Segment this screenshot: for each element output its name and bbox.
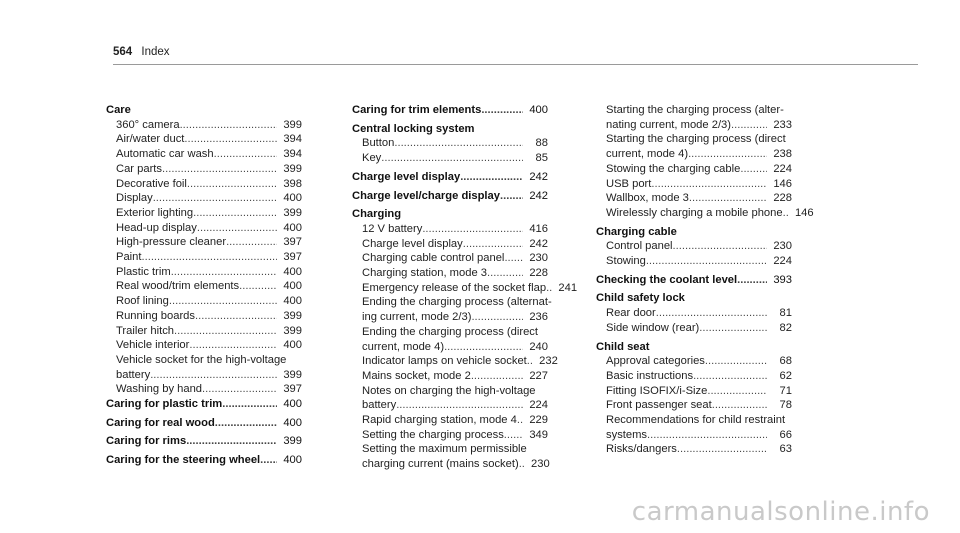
index-entry-ending-alt [352, 295, 552, 324]
index-entry [596, 239, 792, 254]
page-ref[interactable]: 66 [779, 428, 792, 441]
leader-dots [153, 191, 277, 206]
entry-label: Mains socket, mode 2 [362, 369, 471, 382]
index-column-2 [352, 103, 578, 472]
page-ref[interactable]: 399 [283, 324, 302, 337]
page-ref[interactable]: 68 [779, 355, 792, 368]
page-ref[interactable]: 394 [283, 133, 302, 146]
leader-dots [195, 309, 277, 324]
index-entry [596, 254, 792, 269]
entry-label-line1: Ending the charging process (alternat- [362, 296, 552, 309]
index-entry-vehicle-socket [106, 353, 302, 382]
index-entry [106, 279, 302, 294]
entry-label: Key [362, 152, 382, 165]
page-ref[interactable]: 242 [529, 189, 548, 202]
entry-label-line2: current, mode 4) [606, 148, 689, 161]
page-ref[interactable]: 224 [529, 399, 548, 412]
entry-label: Exterior lighting [116, 206, 194, 219]
entry-label: Wallbox, mode 3 [606, 192, 689, 205]
index-heading-charging: Charging [352, 208, 402, 221]
locking-list [352, 136, 548, 165]
index-column-3 [596, 103, 814, 457]
index-heading [106, 416, 302, 431]
entry-label: Vehicle interior [116, 339, 190, 352]
index-heading-care: Care [106, 104, 131, 116]
index-heading [106, 397, 302, 412]
entry-label: Washing by hand [116, 383, 203, 396]
page-ref[interactable]: 416 [529, 222, 548, 235]
index-entry [352, 136, 548, 151]
entry-label-line1: Starting the charging process (alter- [606, 104, 784, 116]
page-ref[interactable]: 398 [283, 177, 302, 190]
page-header [113, 46, 170, 58]
leader-dots [651, 177, 767, 192]
entry-label: Plastic trim [116, 265, 171, 278]
index-entry-notes [352, 384, 548, 413]
entry-label-line1: Recommendations for child restraint [606, 414, 786, 427]
heading-label: Caring for the steering wheel [106, 454, 261, 467]
page-ref[interactable]: 230 [773, 240, 792, 253]
leader-dots [422, 222, 523, 237]
index-entry [596, 177, 792, 192]
page-ref[interactable]: 224 [773, 162, 792, 175]
entry-label: Fitting ISOFIX/i-Size [606, 384, 708, 397]
page-ref[interactable]: 85 [535, 152, 548, 165]
header-divider [113, 64, 918, 65]
index-entry-risks [596, 442, 792, 457]
page-ref[interactable]: 146 [773, 177, 792, 190]
index-entry [352, 369, 548, 384]
entry-label-line2: ing current, mode 2/3) [362, 311, 472, 324]
page-ref[interactable]: 400 [283, 192, 302, 205]
entry-label-line2: charging current (mains socket) [362, 458, 519, 471]
index-entry [352, 354, 558, 369]
entry-label: Indicator lamps on vehicle socket [362, 355, 527, 368]
index-entry-max-current [352, 442, 548, 471]
index-entry [106, 324, 302, 339]
leader-dots [142, 250, 278, 265]
leader-dots [239, 279, 277, 294]
leader-dots [693, 369, 767, 384]
page-ref[interactable]: 400 [283, 295, 302, 308]
entry-label-line1: Setting the maximum permissible [362, 443, 527, 456]
page-ref[interactable]: 394 [283, 148, 302, 161]
index-entry [106, 132, 302, 147]
leader-dots [500, 189, 523, 204]
page-ref[interactable]: 232 [539, 355, 558, 368]
entry-label: Button [362, 137, 395, 150]
page-ref[interactable]: 399 [283, 368, 302, 381]
index-entry [596, 321, 792, 336]
section-title: Index [141, 46, 170, 58]
entry-label: Wirelessly charging a mobile phone [606, 206, 783, 219]
page-ref[interactable]: 241 [558, 281, 578, 294]
leader-dots [688, 147, 767, 162]
index-entry [106, 250, 302, 265]
index-entry [352, 413, 548, 428]
leader-dots [193, 206, 277, 221]
page-ref[interactable]: 397 [283, 251, 302, 264]
page-ref[interactable]: 230 [531, 458, 550, 471]
entry-label: Approval categories [606, 355, 705, 368]
index-entry [352, 281, 578, 296]
entry-label: Basic instructions [606, 369, 694, 382]
index-entry [106, 338, 302, 353]
index-entry [106, 162, 302, 177]
entry-label: High-pressure cleaner [116, 236, 227, 249]
entry-label: Paint [116, 251, 142, 264]
index-heading-charge-level-display [352, 189, 548, 204]
leader-dots [712, 398, 767, 413]
entry-label: Risks/dangers [606, 443, 677, 456]
entry-label: Side window (rear) [606, 321, 700, 334]
index-entry-start-alt [596, 103, 792, 132]
leader-dots [707, 384, 767, 399]
index-entry [106, 206, 302, 221]
entry-label-line2: systems [606, 428, 648, 441]
page-ref[interactable]: 400 [283, 221, 302, 234]
leader-dots [647, 428, 767, 443]
entry-label: Decorative foil [116, 177, 187, 190]
leader-dots [656, 306, 767, 321]
leader-dots [186, 434, 277, 449]
index-entry-start-direct [596, 132, 792, 161]
index-heading-coolant [596, 273, 792, 288]
leader-dots [187, 177, 277, 192]
charging-list-b [352, 354, 558, 383]
index-entry [106, 294, 302, 309]
leader-dots [504, 251, 523, 266]
index-entry [596, 384, 792, 399]
cable-list [596, 239, 792, 268]
page-ref[interactable]: 400 [529, 104, 548, 116]
leader-dots [226, 235, 277, 250]
entry-label: Trailer hitch [116, 324, 175, 337]
entry-label-line2: battery [362, 399, 397, 412]
entry-label: Roof lining [116, 295, 169, 308]
leader-dots [699, 321, 767, 336]
leader-dots [189, 338, 277, 353]
page-ref[interactable]: 63 [779, 443, 792, 456]
entry-label-line2: nating current, mode 2/3) [606, 118, 731, 131]
entry-label: Rear door [606, 307, 656, 320]
page-ref[interactable]: 62 [779, 369, 792, 382]
index-entry-washing [106, 382, 302, 397]
entry-label: Setting the charging process [362, 428, 504, 441]
entry-label-line1: Starting the charging process (direct [606, 133, 786, 146]
index-entry [352, 428, 548, 443]
entry-label: USB port [606, 177, 652, 190]
entry-label: Automatic car wash [116, 148, 214, 161]
leader-dots [381, 151, 523, 166]
page-ref[interactable]: 397 [283, 236, 302, 249]
leader-dots [180, 118, 277, 133]
leader-dots [184, 132, 277, 147]
index-entry [106, 309, 302, 324]
index-entry-ending-direct [352, 325, 548, 354]
leader-dots [737, 273, 767, 288]
leader-dots [504, 428, 523, 443]
leader-dots [731, 118, 767, 133]
index-column-1 [106, 103, 302, 468]
leader-dots [394, 136, 523, 151]
leader-dots [740, 162, 767, 177]
entry-label: Emergency release of the socket flap [362, 281, 547, 294]
leader-dots [222, 397, 277, 412]
page-ref[interactable]: 400 [283, 280, 302, 293]
page-ref[interactable]: 399 [283, 206, 302, 219]
seat-list [596, 354, 792, 413]
page-ref[interactable]: 229 [529, 414, 548, 427]
page-ref[interactable]: 242 [529, 237, 548, 250]
page-ref[interactable]: 400 [283, 416, 302, 429]
index-entry [106, 265, 302, 280]
entry-label: Charging station, mode 3 [362, 267, 488, 280]
index-entry [596, 306, 792, 321]
leader-dots [481, 103, 523, 118]
leader-dots [396, 398, 523, 413]
leader-dots [150, 368, 277, 383]
heading-label: Caring for trim elements [352, 104, 482, 116]
leader-dots [215, 416, 277, 431]
entry-label: Head-up display [116, 221, 197, 234]
index-entry [352, 251, 548, 266]
leader-dots [689, 191, 767, 206]
leader-dots [162, 162, 277, 177]
leader-dots [260, 453, 277, 468]
leader-dots [214, 147, 277, 162]
charging-list-d [596, 162, 814, 221]
entry-label: Real wood/trim elements [116, 280, 240, 293]
entry-label: Rapid charging station, mode 4 [362, 414, 517, 427]
entry-label-line2: current, mode 4) [362, 340, 445, 353]
index-entry [352, 151, 548, 166]
entry-label: Display [116, 192, 153, 205]
index-entry [106, 221, 302, 236]
index-heading-child-lock: Child safety lock [596, 292, 685, 305]
leader-dots [171, 265, 277, 280]
index-entry-recommendations [596, 413, 792, 442]
page-ref[interactable]: 349 [529, 428, 548, 441]
index-entry [596, 191, 792, 206]
page-ref[interactable]: 393 [773, 273, 792, 286]
page-ref[interactable]: 71 [779, 384, 792, 397]
leader-dots [460, 170, 523, 185]
page-ref[interactable]: 400 [283, 265, 302, 278]
index-heading-charging-cable: Charging cable [596, 225, 677, 238]
index-entry [352, 222, 548, 237]
index-entry [596, 206, 814, 221]
leader-dots [487, 266, 523, 281]
index-heading-charge-level [352, 170, 548, 185]
heading-label: Charge level display [352, 170, 461, 183]
index-entry [106, 118, 302, 133]
page-ref[interactable]: 400 [283, 454, 302, 467]
leader-dots [471, 369, 523, 384]
entry-label: Running boards [116, 309, 195, 322]
entry-label: Control panel [606, 240, 673, 253]
index-heading-trim [352, 103, 548, 118]
page-ref[interactable]: 236 [529, 311, 548, 324]
page-ref[interactable]: 240 [529, 340, 548, 353]
index-heading [106, 434, 302, 449]
leader-dots [646, 254, 767, 269]
leader-dots [673, 239, 767, 254]
heading-label: Caring for rims [106, 435, 187, 448]
entry-label: Stowing the charging cable [606, 162, 741, 175]
heading-label: Caring for plastic trim [106, 398, 223, 411]
page-ref[interactable]: 242 [529, 170, 548, 183]
page-ref[interactable]: 399 [283, 435, 302, 448]
leader-dots [169, 294, 277, 309]
page-ref[interactable]: 230 [529, 252, 548, 265]
page-ref[interactable]: 399 [283, 118, 302, 131]
heading-label: Caring for real wood [106, 416, 215, 429]
page-ref[interactable]: 399 [283, 309, 302, 322]
page-ref[interactable]: 233 [773, 118, 792, 131]
index-entry [596, 162, 792, 177]
index-entry [596, 369, 792, 384]
entry-label: Air/water duct [116, 133, 185, 146]
caring-headings [106, 397, 302, 468]
index-entry [596, 354, 792, 369]
index-heading-child-seat: Child seat [596, 340, 650, 353]
index-entry [106, 147, 302, 162]
page-ref[interactable]: 82 [779, 321, 792, 334]
index-heading [106, 453, 302, 468]
page-ref[interactable]: 224 [773, 255, 792, 268]
leader-dots [471, 310, 523, 325]
page-number: 564 [113, 46, 133, 58]
entry-label: Front passenger seat [606, 399, 712, 412]
page-ref[interactable]: 397 [283, 383, 302, 396]
leader-dots [202, 382, 277, 397]
charging-list-c [352, 413, 548, 442]
index-entry [106, 235, 302, 250]
page-ref[interactable]: 88 [535, 137, 548, 150]
index-entry [106, 177, 302, 192]
page-ref[interactable]: 238 [773, 148, 792, 161]
index-entry [352, 237, 548, 252]
leader-dots [174, 324, 277, 339]
entry-label: Car parts [116, 162, 163, 175]
page-ref[interactable]: 400 [283, 398, 302, 411]
leader-dots [677, 442, 767, 457]
entry-label: 12 V battery [362, 222, 423, 235]
leader-dots [444, 340, 523, 355]
heading-label: Charge level/charge display [352, 189, 500, 202]
entry-label-line1: Vehicle socket for the high-voltage [116, 353, 287, 366]
leader-dots [197, 221, 277, 236]
leader-dots [463, 237, 523, 252]
index-heading-locking: Central locking system [352, 122, 475, 135]
entry-label: Stowing [606, 255, 646, 268]
watermark-text: carmanualsonline.info [631, 497, 930, 527]
index-entry [106, 191, 302, 206]
entry-label: 360° camera [116, 118, 180, 131]
page-ref[interactable]: 399 [283, 162, 302, 175]
page-ref[interactable]: 400 [283, 339, 302, 352]
page-ref[interactable]: 228 [529, 267, 548, 280]
page-ref[interactable]: 228 [773, 192, 792, 205]
page-ref[interactable]: 227 [529, 369, 548, 382]
care-list [106, 118, 302, 353]
page-ref[interactable]: 146 [794, 206, 814, 219]
page-ref[interactable]: 78 [779, 399, 792, 412]
entry-label: Charge level display [362, 237, 463, 250]
charging-list-a [352, 222, 578, 296]
index-entry [596, 398, 792, 413]
entry-label-line2: battery [116, 368, 151, 381]
entry-label: Charging cable control panel [362, 252, 505, 265]
index-entry [352, 266, 548, 281]
heading-label: Checking the coolant level [596, 273, 738, 286]
page-ref[interactable]: 81 [779, 307, 792, 320]
entry-label-line1: Notes on charging the high-voltage [362, 384, 536, 397]
entry-label-line1: Ending the charging process (direct [362, 325, 538, 338]
leader-dots [705, 354, 767, 369]
lock-list [596, 306, 792, 335]
